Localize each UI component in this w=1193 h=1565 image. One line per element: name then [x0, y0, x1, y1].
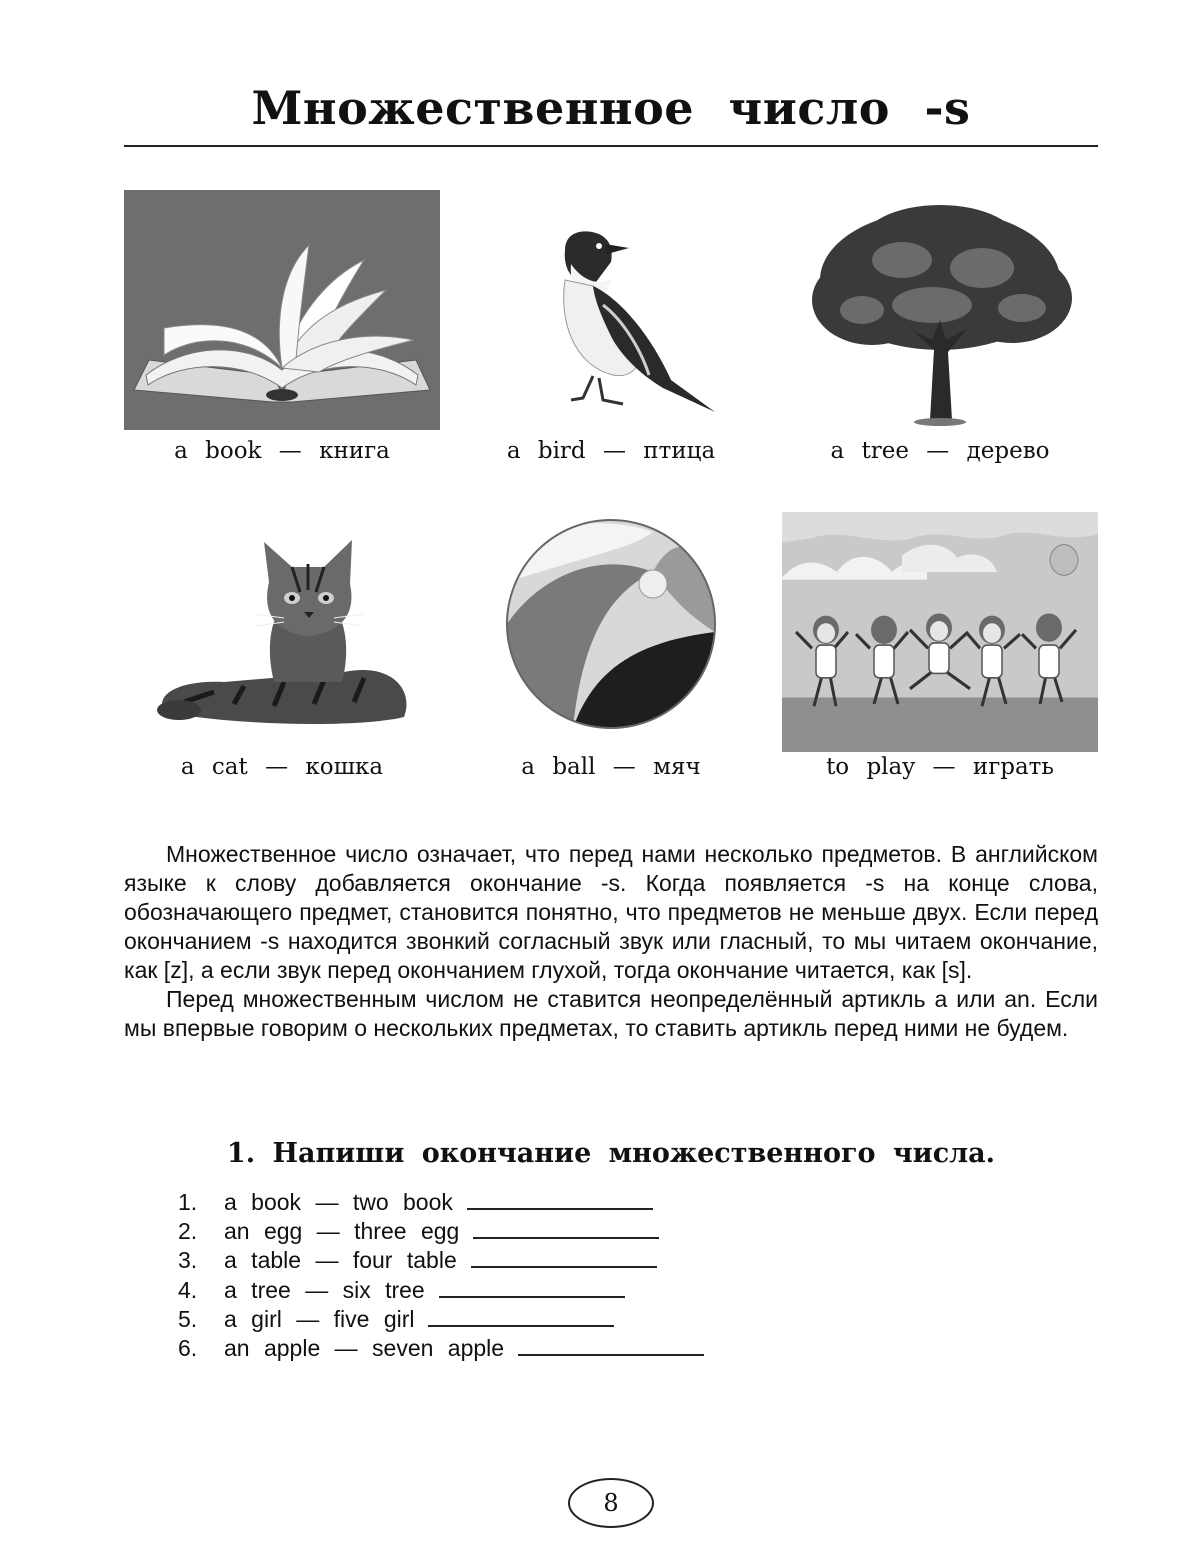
exercise-heading: 1. Напиши окончание множественного числа. — [226, 1138, 996, 1169]
exercise-item-number: 2. — [178, 1218, 198, 1245]
exercise-item-number: 5. — [178, 1305, 198, 1332]
vocab-caption: a book — книга — [174, 438, 390, 464]
exercise-item-text: a tree — six tree — [224, 1276, 425, 1303]
exercise-item — [178, 1276, 704, 1305]
explanation-paragraph-1: Множественное число означает, что перед нами несколько предметов. В английском языке к слову добавляется окончание -s. Когда появляется -s на конце слова, обозначающего предмет, становится понятно, что предметов не меньше двух. Если перед окончанием -s находится звонкий согласный звук или гласный, то мы читаем окончание, как [z], а если звук перед окончанием глухой, тогда окончание читается, как [s]. — [124, 841, 1098, 983]
exercise-item-text: an egg — three egg — [224, 1218, 460, 1245]
exercise-item-number: 4. — [178, 1276, 198, 1303]
answer-blank[interactable] — [467, 1189, 653, 1210]
book-image — [124, 190, 440, 430]
cat-image — [124, 512, 440, 752]
title-divider — [124, 145, 1098, 147]
answer-blank[interactable] — [473, 1218, 659, 1239]
vocab-caption: a tree — дерево — [830, 438, 1050, 464]
exercise-item — [178, 1188, 704, 1217]
exercise-item-text: a book — two book — [224, 1189, 453, 1215]
exercise-item — [178, 1246, 704, 1275]
exercise-item — [178, 1305, 704, 1334]
page-number: 8 — [568, 1478, 654, 1528]
exercise-item-number: 3. — [178, 1247, 198, 1274]
exercise-item-text: a table — four table — [224, 1247, 457, 1274]
explanation-paragraph-2: Перед множественным числом не ставится неопределённый артикль a или an. Если мы впервые говорим о нескольких предметах, то ставить артикль перед ними не будем. — [124, 986, 1098, 1041]
exercise-item-text: an apple — seven apple — [224, 1334, 505, 1361]
vocab-grid — [124, 190, 1098, 810]
vocab-caption: to play — играть — [826, 754, 1054, 780]
exercise-item — [178, 1334, 704, 1363]
exercise-item — [178, 1217, 704, 1246]
answer-blank[interactable] — [471, 1247, 657, 1268]
answer-blank[interactable] — [518, 1335, 704, 1356]
tree-image — [782, 190, 1098, 430]
ball-image — [453, 512, 769, 752]
page-title: Множественное число -s — [251, 81, 971, 135]
bird-image — [453, 190, 769, 430]
exercise-item-text: a girl — five girl — [224, 1305, 415, 1332]
exercise-item-number: 6. — [178, 1334, 198, 1361]
explanation-text — [124, 840, 1098, 1043]
answer-blank[interactable] — [439, 1277, 625, 1298]
kids-playing-image — [782, 512, 1098, 752]
exercise-item-number: 1. — [178, 1189, 198, 1215]
answer-blank[interactable] — [428, 1306, 614, 1327]
exercise-list — [178, 1188, 704, 1363]
vocab-caption: a cat — кошка — [180, 754, 384, 780]
vocab-caption: a bird — птица — [506, 438, 716, 464]
vocab-caption: a ball — мяч — [521, 754, 701, 780]
